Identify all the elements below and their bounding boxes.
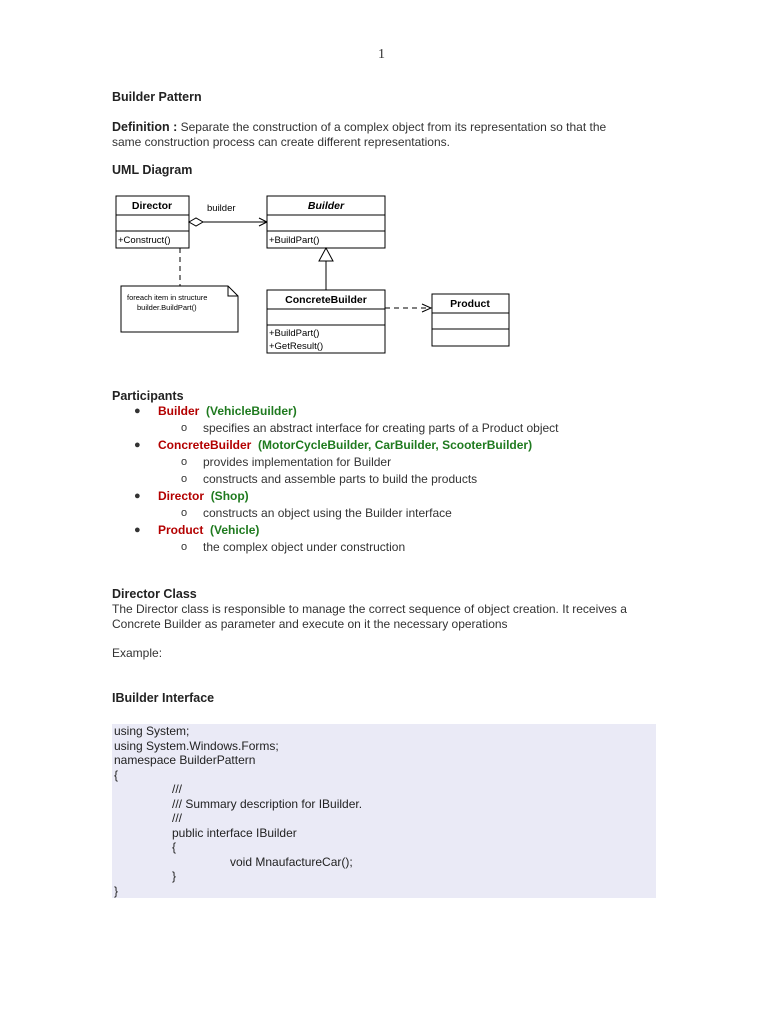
concretebuilder-op1: +BuildPart() — [269, 328, 320, 339]
concretebuilder-class-box — [267, 290, 385, 353]
participant-sub-text: constructs and assemble parts to build the products — [203, 472, 478, 486]
definition-label: Definition : — [112, 120, 178, 134]
participant-example: (Vehicle) — [210, 523, 260, 537]
participant-sub: o provides implementation for Builder — [181, 455, 392, 469]
note-line2: builder.BuildPart() — [137, 303, 197, 312]
code-line: void MnaufactureCar(); — [230, 854, 353, 869]
participant-concretebuilder — [112, 438, 712, 455]
participant-sub: o specifies an abstract interface for creating parts of a Product object — [181, 421, 559, 435]
product-class-box — [432, 294, 509, 346]
example-label: Example: — [112, 646, 163, 660]
participant-name: Builder — [158, 404, 200, 418]
participant-sub: o constructs an object using the Builder interface — [181, 506, 452, 520]
builder-name: Builder — [307, 200, 345, 212]
director-class-line1: The Director class is responsible to manage the correct sequence of object creation. It receives a — [112, 602, 627, 616]
concretebuilder-op2: +GetResult() — [269, 341, 324, 352]
director-class-heading: Director Class — [112, 587, 197, 601]
builder-class-box — [267, 196, 385, 248]
code-block — [112, 724, 656, 898]
bullet: ● — [134, 524, 141, 536]
participant-name: Director — [158, 489, 205, 503]
participant-name: ConcreteBuilder — [158, 438, 252, 452]
ibuilder-heading: IBuilder Interface — [112, 691, 215, 705]
code-line: { — [114, 767, 119, 782]
page-title: Builder Pattern — [112, 90, 202, 104]
participant-sub-text: specifies an abstract interface for creating parts of a Product object — [203, 421, 559, 435]
code-line: /// — [172, 811, 183, 825]
director-class-text — [112, 602, 682, 632]
participants-list — [112, 404, 712, 557]
code-lines — [112, 724, 656, 898]
bullet: ● — [134, 490, 141, 502]
code-line: { — [172, 840, 177, 854]
code-line: public interface IBuilder — [172, 825, 297, 840]
director-op: +Construct() — [118, 235, 171, 246]
code-line: /// — [172, 782, 183, 796]
code-line: using System.Windows.Forms; — [114, 738, 279, 753]
code-line: using System; — [114, 724, 190, 738]
code-line: } — [172, 869, 177, 883]
participant-name: Product — [158, 523, 204, 537]
page-number: 1 — [378, 47, 385, 62]
builder-op: +BuildPart() — [269, 235, 320, 246]
director-class-box — [116, 196, 189, 248]
code-line: namespace BuilderPattern — [114, 753, 256, 767]
bullet: ● — [134, 405, 141, 417]
code-line: } — [114, 883, 119, 898]
participant-product — [112, 523, 712, 540]
participant-example: (Shop) — [210, 489, 249, 503]
definition-line1: Separate the construction of a complex object from its representation so that the — [180, 120, 607, 134]
bullet: ● — [134, 439, 141, 451]
participant-sub-text: the complex object under construction — [203, 540, 406, 554]
participant-sub-text: provides implementation for Builder — [203, 455, 392, 469]
note-line1: foreach item in structure — [127, 293, 208, 302]
uml-heading: UML Diagram — [112, 163, 193, 177]
dependency-arrow — [385, 304, 431, 312]
note-box — [121, 286, 238, 332]
definition-line2: same construction process can create different representations. — [112, 135, 450, 149]
uml-diagram — [0, 0, 768, 400]
director-name: Director — [131, 200, 173, 212]
participant-sub-text: constructs an object using the Builder interface — [203, 506, 452, 520]
code-line: /// Summary description for IBuilder. — [172, 796, 363, 811]
builder-association — [189, 203, 267, 226]
participant-director — [112, 489, 712, 506]
participant-example: (MotorCycleBuilder, CarBuilder, ScooterBuilder) — [258, 438, 533, 452]
concretebuilder-name: ConcreteBuilder — [285, 294, 367, 306]
participant-builder — [112, 404, 712, 421]
association-label: builder — [207, 203, 236, 214]
product-name: Product — [450, 298, 490, 310]
participant-sub: o constructs and assemble parts to build the products — [181, 472, 478, 486]
participant-example: (VehicleBuilder) — [206, 404, 297, 418]
generalization-arrow — [319, 248, 333, 290]
participants-heading: Participants — [112, 389, 184, 403]
director-class-line2: Concrete Builder as parameter and execute on it the necessary operations — [112, 617, 508, 631]
participant-sub: o the complex object under construction — [181, 540, 406, 554]
